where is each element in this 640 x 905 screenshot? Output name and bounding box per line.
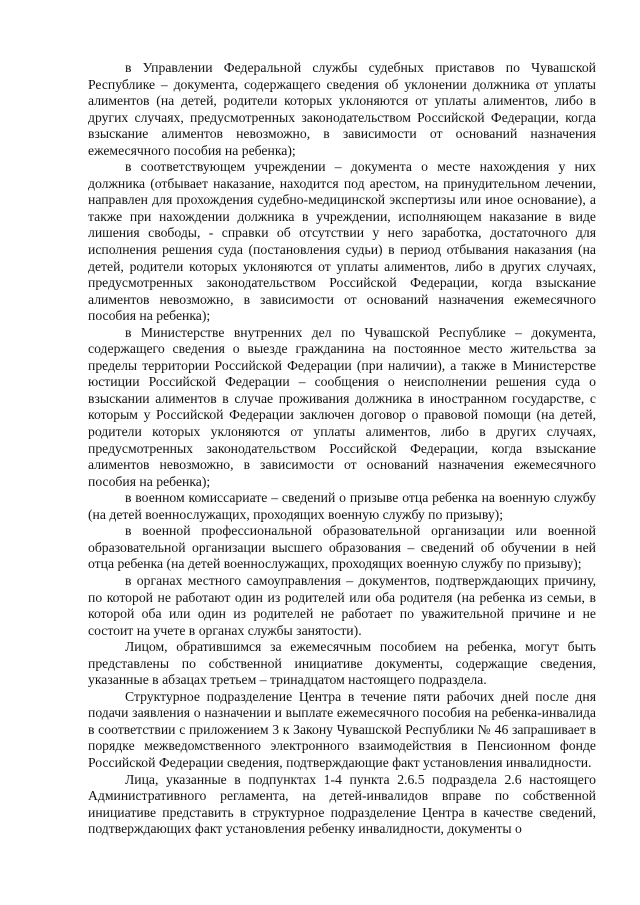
paragraph-disability-request: Структурное подразделение Центра в течение пяти рабочих дней после дня подачи заявления о назначении и выплате ежемесячного пособия на ребенка-инвалида в соответствии с приложением 3 к Закону Чувашской Республики № 46 запрашивает в порядке межведомственного электронного взаимодействия в Пенсионном фонде Российской Федерации сведения, подтверждающие факт установления инвалидности.: [88, 688, 596, 770]
paragraph-disability-own-initiative: Лица, указанные в подпунктах 1-4 пункта 2.6.5 подраздела 2.6 настоящего Административного регламента, на детей-инвалидов вправе по собственной инициативе представить в структурное подразделение Центра в качестве сведений, подтверждающих факт установления ребенку инвалидности, документы о: [88, 771, 596, 837]
paragraph-local-government: в органах местного самоуправления – документов, подтверждающих причину, по которой не работают один из родителей или оба родителя (на ребенка из семьи, в которой оба или один из родителей не работает по уважительной причине и не состоит на учете в органах службы занятости).: [88, 572, 596, 638]
paragraph-own-initiative-documents: Лицом, обратившимся за ежемесячным пособием на ребенка, могут быть представлены по собственной инициативе документы, содержащие сведения, указанные в абзацах третьем – тринадцатом настоящего подраздела.: [88, 639, 596, 688]
document-page: [88, 60, 596, 838]
paragraph-institution-debtor-location: в соответствующем учреждении – документа о месте нахождения у них должника (отбывает наказание, находится под арестом, на принудительном лечении, направлен для прохождения судебно-медицинской экспертизы или иное основание), а также при нахождении должника в учреждении, исполняющем наказание в виде лишения свободы, - справки об отсутствии у него заработка, достаточного для исполнения решения суда (постановления судьи) в период отбывания наказания (на детей, родители которых уклоняются от уплаты алиментов, либо в других случаях, предусмотренных законодательством Российской Федерации, когда взыскание алиментов невозможно, в зависимости от оснований назначения ежемесячного пособия на ребенка);: [88, 159, 596, 324]
paragraph-fssp-alimony-evasion: в Управлении Федеральной службы судебных приставов по Чувашской Республике – документа, содержащего сведения об уклонении должника от уплаты алиментов (на детей, родители которых уклоняются от уплаты алиментов, либо в других случаях, предусмотренных законодательством Российской Федерации, когда взыскание алиментов невозможно, в зависимости от оснований назначения ежемесячного пособия на ребенка);: [88, 60, 596, 158]
paragraph-military-education: в военной профессиональной образовательной организации или военной образовательной организации высшего образования – сведений об обучении в ней отца ребенка (на детей военнослужащих, проходящих военную службу по призыву);: [88, 523, 596, 572]
paragraph-interior-ministry-departure: в Министерстве внутренних дел по Чувашской Республике – документа, содержащего сведения о выезде гражданина на постоянное место жительства за пределы территории Российской Федерации (при наличии), а также в Министерстве юстиции Российской Федерации – сообщения о неисполнении решения суда о взыскании алиментов в случае проживания должника в иностранном государстве, с которым у Российской Федерации заключен договор о правовой помощи (на детей, родители которых уклоняются от уплаты алиментов, либо в других случаях, предусмотренных законодательством Российской Федерации, когда взыскание алиментов невозможно, в зависимости от оснований назначения ежемесячного пособия на ребенка);: [88, 324, 596, 489]
paragraph-military-commissariat: в военном комиссариате – сведений о призыве отца ребенка на военную службу (на детей военнослужащих, проходящих военную службу по призыву);: [88, 490, 596, 522]
